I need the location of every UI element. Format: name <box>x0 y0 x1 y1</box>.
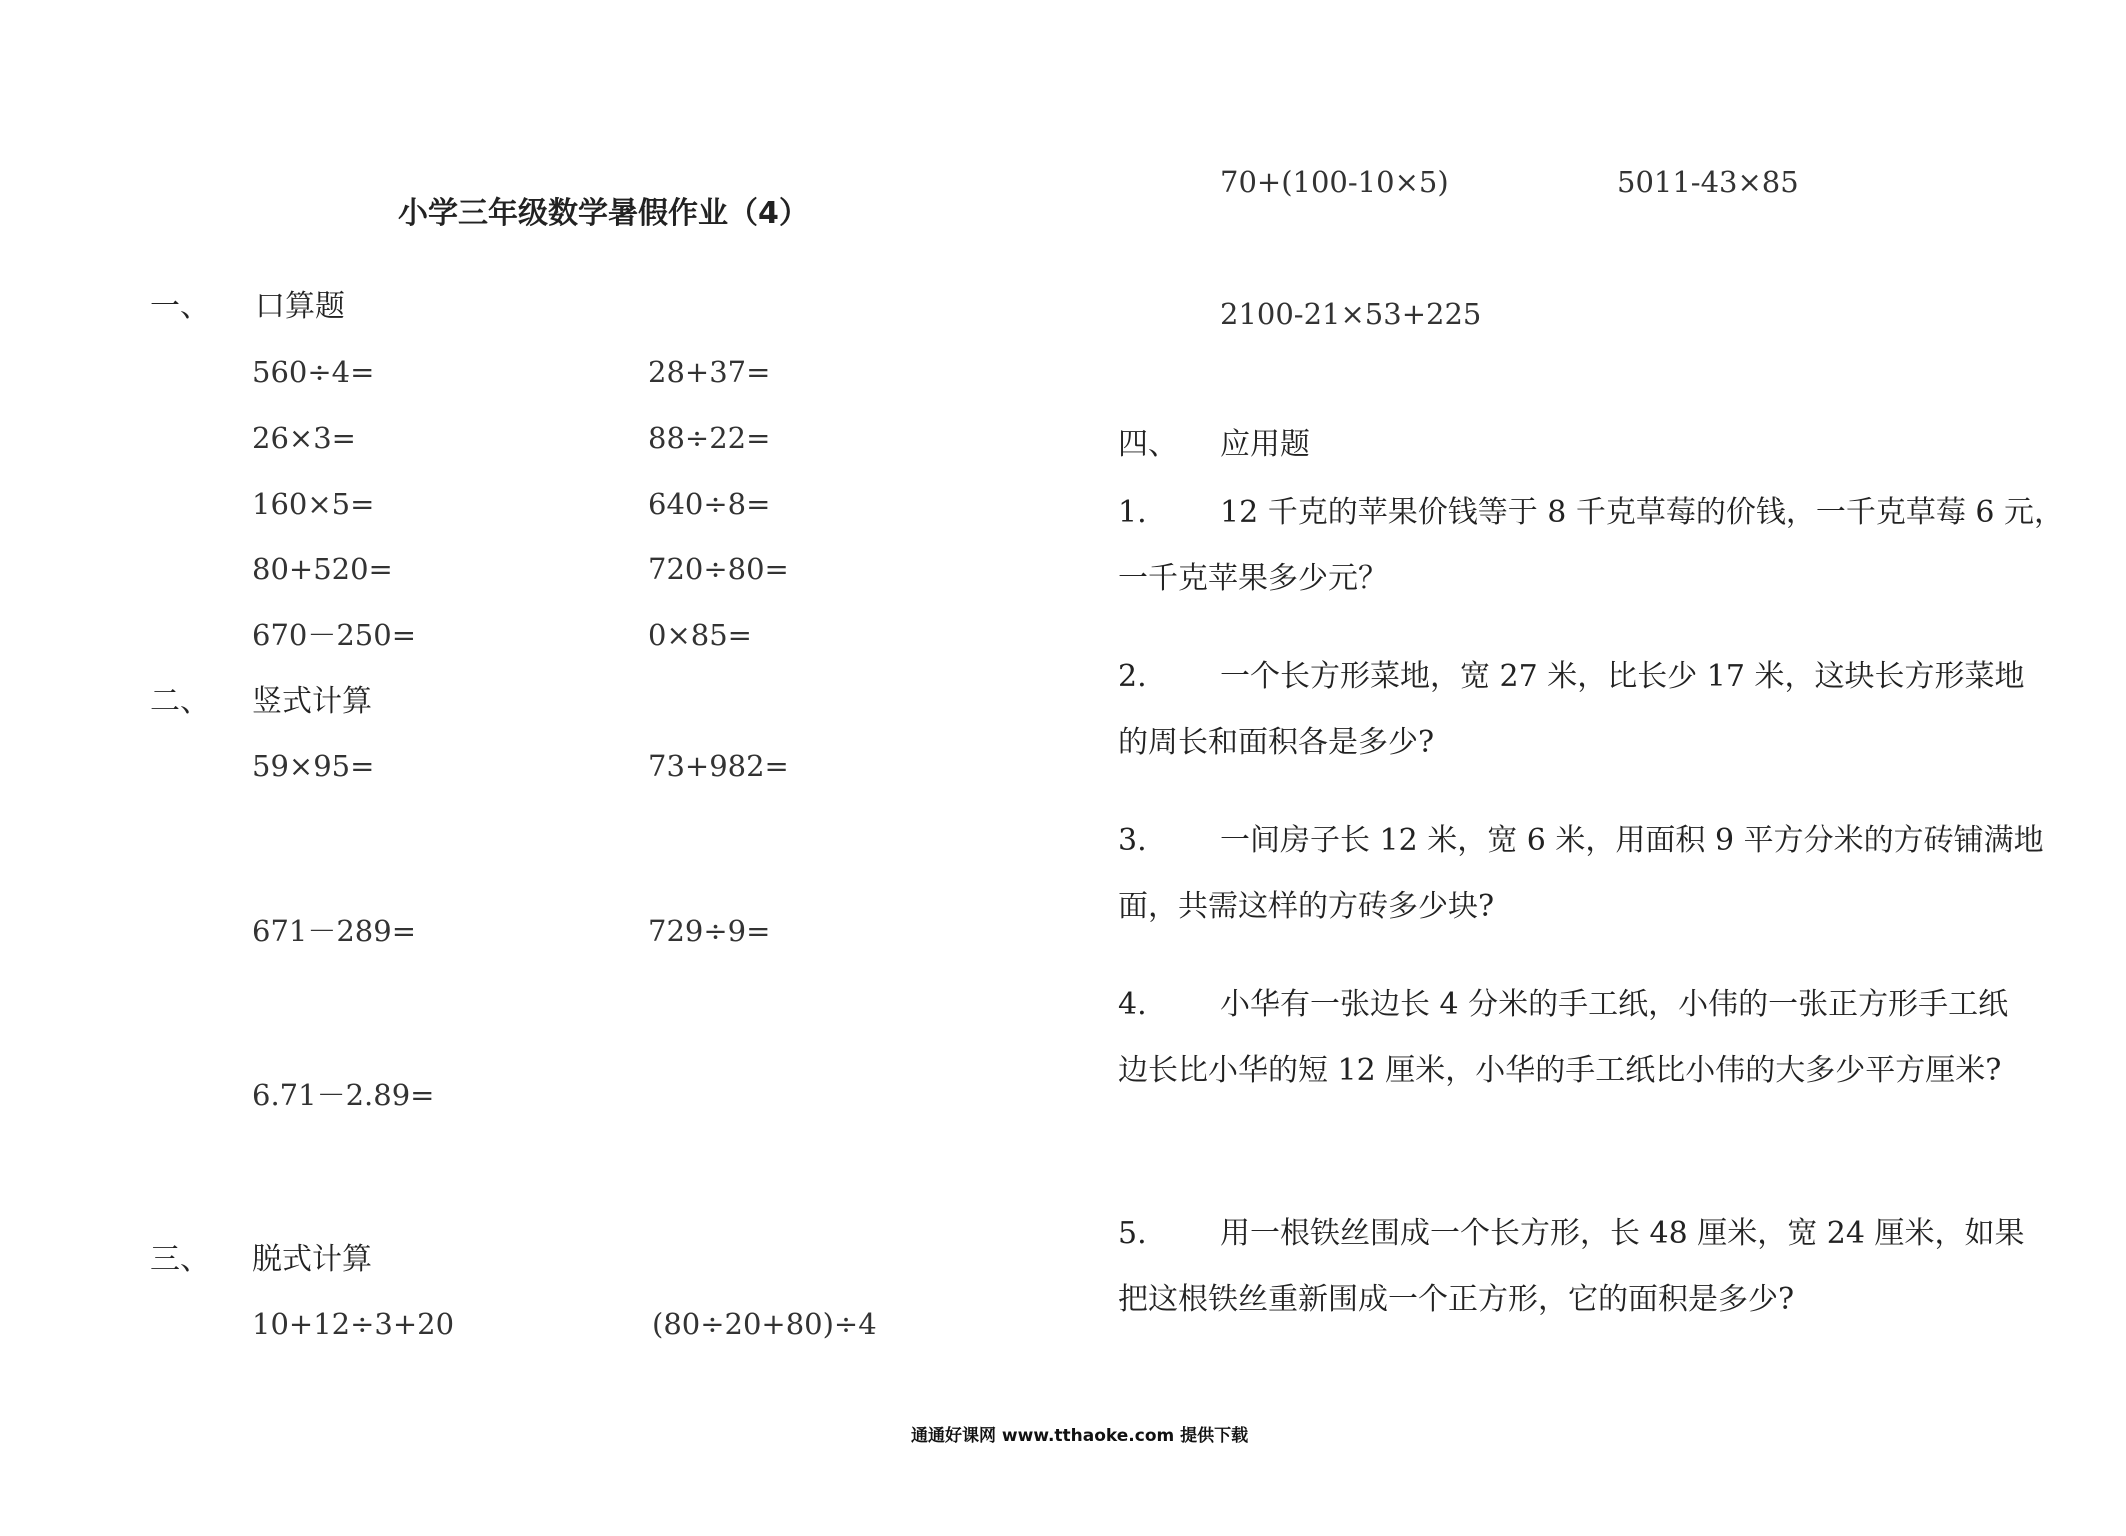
oral-problem: 26×3= <box>252 421 356 455</box>
stepwise-problem: 70+(100-10×5) <box>1220 165 1449 199</box>
section-1-number: 一、 <box>150 289 210 324</box>
problem-text: 小华有一张边长 4 分米的手工纸，小伟的一张正方形手工纸 <box>1220 987 2009 1022</box>
problem-text: 一千克苹果多少元？ <box>1118 561 1388 596</box>
oral-problem: 88÷22= <box>648 421 771 455</box>
section-3-number: 三、 <box>150 1242 210 1277</box>
vertical-problem: 729÷9= <box>648 914 771 948</box>
problem-number: 2. <box>1118 659 1147 694</box>
vertical-problem: 59×95= <box>252 749 375 783</box>
section-4-number: 四、 <box>1118 427 1178 462</box>
problem-number: 1. <box>1118 495 1147 530</box>
problem-text: 的周长和面积各是多少? <box>1118 725 1435 760</box>
problem-text: 12 千克的苹果价钱等于 8 千克草莓的价钱，一千克草莓 6 元， <box>1220 495 2065 530</box>
problem-number: 5. <box>1118 1216 1147 1251</box>
vertical-problem: 6.71－2.89= <box>252 1078 435 1112</box>
oral-problem: 720÷80= <box>648 552 789 586</box>
problem-text: 一个长方形菜地，宽 27 米，比长少 17 米，这块长方形菜地 <box>1220 659 2025 694</box>
problem-text: 把这根铁丝重新围成一个正方形，它的面积是多少? <box>1118 1282 1795 1317</box>
oral-problem: 28+37= <box>648 355 771 389</box>
section-2-label: 竖式计算 <box>252 684 372 719</box>
stepwise-problem: 2100-21×53+225 <box>1220 297 1482 331</box>
stepwise-problem: (80÷20+80)÷4 <box>652 1307 877 1341</box>
problem-number: 3. <box>1118 823 1147 858</box>
stepwise-problem: 5011-43×85 <box>1617 165 1799 199</box>
section-2-number: 二、 <box>150 684 210 719</box>
section-3-label: 脱式计算 <box>252 1242 372 1277</box>
oral-problem: 640÷8= <box>648 487 771 521</box>
section-1-label: 口算题 <box>255 289 345 324</box>
problem-text: 用一根铁丝围成一个长方形，长 48 厘米，宽 24 厘米，如果 <box>1220 1216 2025 1251</box>
oral-problem: 160×5= <box>252 487 375 521</box>
section-4-label: 应用题 <box>1220 427 1310 462</box>
problem-text: 面，共需这样的方砖多少块? <box>1118 889 1495 924</box>
page-title: 小学三年级数学暑假作业（4） <box>398 196 809 231</box>
oral-problem: 670－250= <box>252 618 417 652</box>
oral-problem: 80+520= <box>252 552 393 586</box>
vertical-problem: 73+982= <box>648 749 789 783</box>
oral-problem: 560÷4= <box>252 355 375 389</box>
oral-problem: 0×85= <box>648 618 752 652</box>
footer-credit: 通通好课网 www.tthaoke.com 提供下载 <box>911 1426 1249 1446</box>
stepwise-problem: 10+12÷3+20 <box>252 1307 455 1341</box>
vertical-problem: 671－289= <box>252 914 417 948</box>
problem-number: 4. <box>1118 987 1147 1022</box>
problem-text: 一间房子长 12 米，宽 6 米，用面积 9 平方分米的方砖铺满地 <box>1220 823 2044 858</box>
problem-text: 边长比小华的短 12 厘米，小华的手工纸比小伟的大多少平方厘米? <box>1118 1053 2002 1088</box>
